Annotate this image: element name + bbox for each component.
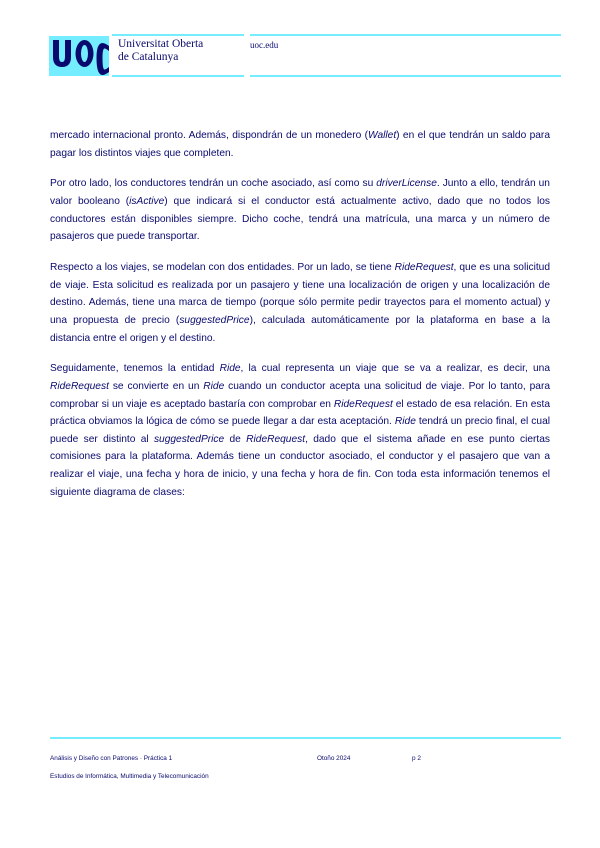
italic-term: Wallet <box>368 130 397 141</box>
university-name-line1: Universitat Oberta <box>118 38 204 50</box>
italic-term: Ride <box>219 363 241 375</box>
italic-term: Ride <box>203 381 225 393</box>
paragraph: Seguidamente, tenemos la entidad Ride, la cual representa un viaje que se va a realizar, es decir, una RideRequest se convierte en un Ride cuando un conductor acepta una solicitud de viaje. Por lo tanto, para comprobar si un viaje es aceptado bastaría con comprobar en RideRequest el estado de esa relación. En esta práctica obviamos la lógica de cómo se puede llegar a dar esta aceptación. Ride tendrá un precio final, el cual puede ser distinto al suggestedPrice de RideRequest, dado que el sistema añade en ese punto ciertas comisiones para la plataforma. Además tiene un conductor asociado, el conductor y el pasajero que van a realizar el viaje, una fecha y hora de inicio, y una fecha y hora de fin. Con toda esta información tenemos el siguiente diagrama de clases: <box>50 363 550 498</box>
italic-term: isActive <box>129 196 165 208</box>
footer-course: Análisis y Diseño con Patrones · Práctica 1 <box>50 755 173 762</box>
paragraph: Por otro lado, los conductores tendrán un coche asociado, así como su driverLicense. Junto a ello, tendrán un valor booleano (isActive) que indicará si el conductor está actualmente activo, dado que no todos los conductores están disponibles siempre. Dicho coche, tendrá una matrícula, una marca y un número de pasajeros que puede transportar. <box>50 178 550 243</box>
italic-term: RideRequest <box>246 433 306 445</box>
italic-term: driverLicense <box>376 178 437 190</box>
header-rule-top-right <box>250 34 561 36</box>
university-name <box>118 38 203 63</box>
footer-rule <box>50 737 561 739</box>
italic-term: RideRequest <box>50 381 109 393</box>
header-rule-top-left <box>112 34 244 36</box>
header-rule-bottom-left <box>112 75 244 77</box>
website-label: uoc.edu <box>250 40 279 50</box>
italic-term: RideRequest <box>333 398 393 410</box>
italic-term: Ride <box>394 416 416 428</box>
italic-term: suggestedPrice <box>179 314 250 326</box>
uoc-logo <box>49 36 109 76</box>
footer-term: Otoño 2024 <box>317 755 351 762</box>
university-name-line2: de Catalunya <box>118 50 179 63</box>
document-body <box>50 127 550 514</box>
paragraph: mercado internacional pronto. Además, dispondrán de un monedero (Wallet) en el que tendrán un saldo para pagar los distintos viajes que completen. <box>50 130 550 159</box>
footer-page-number: p 2 <box>412 755 421 762</box>
italic-term: suggestedPrice <box>153 433 225 445</box>
footer-studies: Estudios de Informática, Multimedia y Telecomunicación <box>50 773 209 780</box>
paragraph: Respecto a los viajes, se modelan con dos entidades. Por un lado, se tiene RideRequest, que es una solicitud de viaje. Esta solicitud es realizada por un pasajero y tiene una localización de origen y una localización de destino. Además, tiene una marca de tiempo (porque sólo permite pedir trayectos para el momento actual) y una propuesta de precio (suggestedPrice), calculada automáticamente por la plataforma en base a la distancia entre el origen y el destino. <box>50 262 550 344</box>
header-rule-bottom-right <box>250 75 561 77</box>
italic-term: RideRequest <box>394 262 454 274</box>
